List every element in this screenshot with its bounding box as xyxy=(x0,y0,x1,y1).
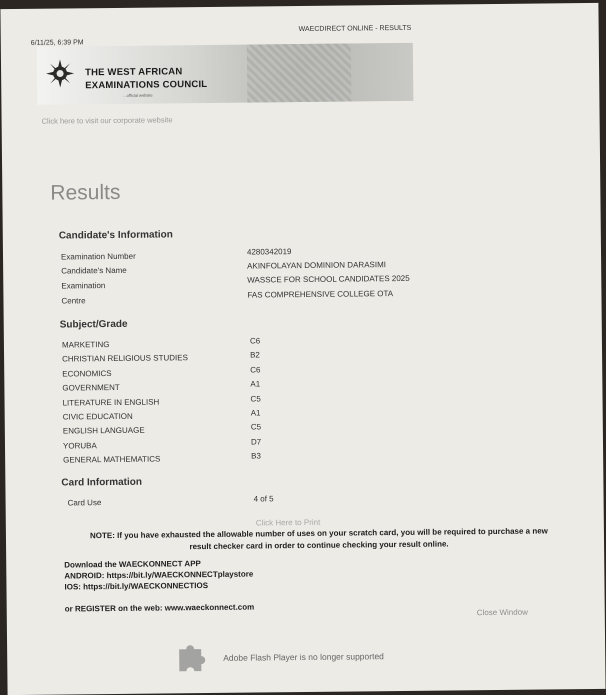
council-name-line2: EXAMINATIONS COUNCIL xyxy=(85,78,208,92)
centre-value: FAS COMPREHENSIVE COLLEGE OTA xyxy=(247,289,394,300)
subject-name: ENGLISH LANGUAGE xyxy=(62,425,145,436)
candidate-name-value: AKINFOLAYAN DOMINION DARASIMI xyxy=(247,260,387,271)
banner-photo xyxy=(247,43,352,102)
card-info-heading: Card Information xyxy=(61,476,143,489)
printed-page xyxy=(0,3,605,695)
subject-grade: C5 xyxy=(250,422,262,432)
subject-name: CIVIC EDUCATION xyxy=(62,411,133,422)
subject-grade: C6 xyxy=(250,365,261,375)
scratch-card-note xyxy=(80,525,558,554)
print-link[interactable]: Click Here to Print xyxy=(255,517,321,528)
close-window-link[interactable]: Close Window xyxy=(476,607,528,618)
examination-value: WASSCE FOR SCHOOL CANDIDATES 2025 xyxy=(247,273,410,285)
waec-banner xyxy=(37,43,414,105)
subject-grade: A1 xyxy=(250,379,261,389)
exam-number-label: Examination Number xyxy=(60,251,136,262)
subject-name: ECONOMICS xyxy=(62,369,112,379)
waec-logo-icon xyxy=(45,58,75,88)
subject-name: LITERATURE IN ENGLISH xyxy=(62,397,160,408)
note-prefix: NOTE: xyxy=(89,530,115,541)
centre-label: Centre xyxy=(61,296,86,306)
print-page-title: WAECDIRECT ONLINE - RESULTS xyxy=(298,24,412,34)
subject-grade: D7 xyxy=(250,437,262,447)
android-link[interactable]: ANDROID: https://bit.ly/WAECKONNECTplaystore xyxy=(64,569,254,581)
subject-grade: B3 xyxy=(251,451,261,461)
card-use-value: 4 of 5 xyxy=(253,494,274,504)
candidate-name-label: Candidate's Name xyxy=(61,265,127,276)
subject-grade: C6 xyxy=(249,336,261,346)
print-datetime: 6/11/25, 6:39 PM xyxy=(30,39,84,47)
exam-number-value: 4280342019 xyxy=(246,247,292,257)
council-name-line1: THE WEST AFRICAN xyxy=(85,66,183,79)
download-app-title: Download the WAECKONNECT APP xyxy=(64,559,201,570)
subject-name: GENERAL MATHEMATICS xyxy=(63,454,161,465)
subject-name: GOVERNMENT xyxy=(62,382,120,393)
subject-grade-heading: Subject/Grade xyxy=(59,318,128,331)
council-name xyxy=(85,65,207,92)
subject-name: YORUBA xyxy=(62,441,97,451)
examination-label: Examination xyxy=(61,281,106,291)
note-text: If you have exhausted the allowable number of uses on your scratch card, you will be required to purchase a new result checker card in order to continue checking your result online. xyxy=(114,526,548,552)
subject-grade: C5 xyxy=(250,394,261,404)
subject-name: MARKETING xyxy=(61,340,110,350)
subject-grade: A1 xyxy=(250,408,261,418)
puzzle-piece-icon xyxy=(175,639,209,673)
corporate-website-link[interactable]: Click here to visit our corporate website xyxy=(41,115,173,126)
candidate-info-heading: Candidate's Information xyxy=(58,229,173,242)
register-web-link[interactable]: or REGISTER on the web: www.waeckonnect.com xyxy=(64,602,255,614)
subject-grade: B2 xyxy=(250,350,260,360)
ios-link[interactable]: IOS: https://bit.ly/WAECKONNECTIOS xyxy=(64,581,209,592)
card-use-label: Card Use xyxy=(67,498,102,508)
flash-unsupported-message: Adobe Flash Player is no longer supported xyxy=(223,651,384,663)
subject-name: CHRISTIAN RELIGIOUS STUDIES xyxy=(62,353,188,364)
official-website-tag: ...official website xyxy=(123,92,153,98)
page-title: Results xyxy=(50,180,121,205)
